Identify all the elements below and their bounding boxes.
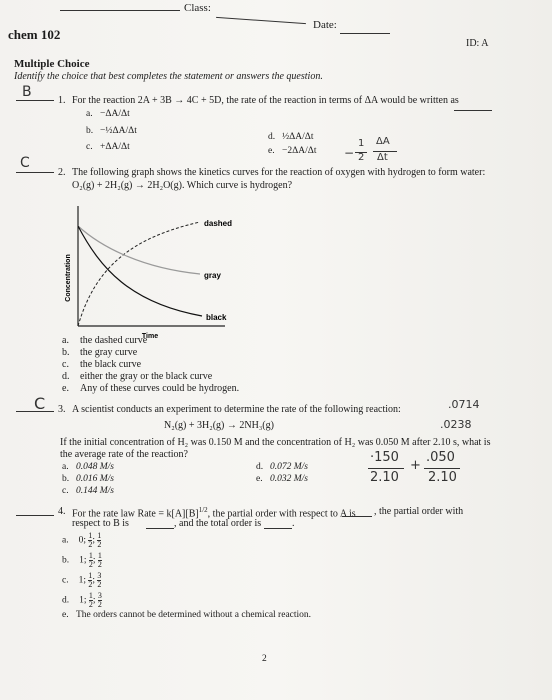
black-curve [78, 226, 202, 316]
q4-option-frac1 [89, 552, 93, 569]
q4-option-letter: b. [62, 555, 70, 566]
dashed-curve [78, 222, 200, 326]
q4-option-row: b. 1; $\frac{1}{2}$ ; $\frac{1}{2}$ [62, 551, 102, 569]
q3-note-den1: 2.10 [370, 470, 399, 485]
q1-stem-line [454, 110, 492, 111]
q4-frac1-den: 2 [88, 580, 93, 589]
q4-frac2-num: 3 [97, 591, 102, 600]
q4-stem-b: , the partial order with respect to A is [207, 508, 356, 520]
q4-stem-c: , the partial order with [374, 506, 464, 517]
q2-handwritten-answer: C [20, 155, 30, 171]
q4-frac1-den: 2 [88, 600, 93, 609]
id-label: ID: A [466, 38, 489, 49]
q4-option-lead: 1; [79, 555, 87, 566]
q3-number: 3. [58, 404, 66, 415]
q4-option-e-text: The orders cannot be determined without a chemical reaction. [76, 610, 312, 620]
q3-option-e-letter: e. [256, 474, 263, 484]
q2-option-letter: d. [62, 371, 70, 382]
q3-option-a-text: 0.048 M/s [76, 462, 114, 472]
q4-option-row: a. 0; $\frac{1}{2}$ ; $\frac{1}{2}$ [62, 531, 102, 549]
q4-frac2-den: 2 [97, 540, 102, 549]
q4-frac1-num: 1 [88, 531, 93, 540]
q2-answer-line [16, 172, 54, 173]
q1-number: 1. [58, 95, 66, 106]
q3-option-b-letter: b. [62, 474, 70, 484]
q4-option-row: c. 1; $\frac{1}{2}$ ; $\frac{3}{2}$ [62, 571, 102, 589]
q4-option-e-letter: e. [62, 610, 69, 620]
q4-frac1-num: 1 [88, 551, 93, 560]
q4-stem-e: , and the total order is [174, 518, 262, 529]
q3-note-num2: .050 [426, 450, 455, 465]
q2-option-text: either the gray or the black curve [80, 371, 213, 382]
q2-number: 2. [58, 167, 66, 178]
q2-option-letter: e. [62, 383, 69, 394]
section-title: Multiple Choice [14, 58, 90, 70]
q4-number: 4. [58, 506, 66, 517]
q3-note-1: .0714 [448, 398, 480, 411]
q1-option-c-letter: c. [86, 142, 93, 152]
q1-note-one: 1 [358, 138, 365, 149]
q4-answer-line [16, 515, 54, 516]
q1-option-e-text: −2ΔA/Δt [282, 146, 317, 156]
q3-note-plus: + [410, 458, 421, 473]
gray-curve [78, 226, 200, 274]
q4-frac1-den: 2 [88, 560, 93, 569]
class-label: Class: [184, 2, 211, 14]
q2-option-letter: c. [62, 359, 69, 370]
q1-note-da: ΔA [376, 136, 390, 147]
q1-answer-line [16, 100, 54, 101]
q4-option-letter: a. [62, 535, 69, 546]
q1-note-two: 2 [358, 152, 365, 163]
q3-note-num1: ·150 [370, 450, 399, 465]
q4-frac1-num: 1 [88, 571, 93, 580]
dashed-label: dashed [204, 219, 233, 228]
q4-option-frac2 [98, 592, 102, 609]
q4-option-frac1 [88, 572, 92, 589]
q1-handwritten-answer: B [22, 84, 32, 100]
x-axis-label: Time [141, 333, 159, 340]
q4-option-lead: 1; [79, 595, 87, 606]
q4-frac1-den: 2 [88, 540, 93, 549]
q4-option-lead: 0; [78, 535, 86, 546]
q1-note-dt: Δt [377, 152, 388, 163]
q4-frac2-den: 2 [97, 560, 102, 569]
q1-option-a-text: −ΔA/Δt [100, 109, 130, 119]
q3-option-a-letter: a. [62, 462, 69, 472]
black-label: black [206, 313, 227, 322]
q3-reaction: N₂(g) + 3H₂(g) → 2NH₃(g) [164, 420, 274, 431]
q3-note-den2: 2.10 [428, 470, 457, 485]
q1-option-c-text: +ΔA/Δt [100, 142, 130, 152]
date-line [340, 33, 390, 34]
course-title: chem 102 [8, 27, 61, 42]
top-line [60, 10, 180, 11]
q2-option-letter: b. [62, 347, 70, 358]
q4-stem-d: respect to B is [72, 518, 129, 529]
q2-option-text: Any of these curves could be hydrogen. [80, 383, 240, 394]
section-instructions: Identify the choice that best completes the statement or answers the question. [14, 71, 323, 82]
gray-label: gray [204, 271, 221, 280]
q2-option-text: the gray curve [80, 347, 138, 358]
q4-option-lead: 1; [78, 575, 86, 586]
q1-option-e-letter: e. [268, 146, 275, 156]
q4-blank-b [146, 528, 174, 529]
q4-frac2-num: 3 [97, 571, 102, 580]
q4-blank-a [342, 516, 372, 517]
q4-option-frac2 [97, 532, 101, 549]
q4-blank-total [264, 528, 292, 529]
q4-frac1-num: 1 [88, 591, 93, 600]
q4-stem-f: . [292, 518, 295, 529]
q4-option-frac1 [88, 532, 92, 549]
q1-option-b-letter: b. [86, 126, 94, 136]
q3-stem3: the average rate of the reaction? [60, 449, 188, 460]
q3-option-e-text: 0.032 M/s [270, 474, 308, 484]
q2-option-text: the dashed curve [80, 335, 148, 346]
q3-note-bar1 [368, 468, 404, 469]
q4-option-row: d. 1; $\frac{1}{2}$ ; $\frac{3}{2}$ [62, 591, 102, 609]
q4-option-frac1 [89, 592, 93, 609]
q3-stem2: If the initial concentration of H₂ was 0.150 M and the concentration of H₂ was 0.050 M after 2.10 s, what is [60, 437, 491, 448]
q4-frac2-den: 2 [97, 600, 102, 609]
q3-option-c-text: 0.144 M/s [76, 486, 114, 496]
q1-stem: For the reaction 2A + 3B → 4C + 5D, the rate of the reaction in terms of ΔA would be written as [72, 95, 459, 106]
q1-note-minus: − [344, 146, 355, 160]
page-number: 2 [262, 654, 267, 664]
q4-option-letter: d. [62, 595, 70, 606]
q1-option-d-letter: d. [268, 132, 276, 142]
kinetics-graph [60, 198, 240, 348]
q2-option-letter: a. [62, 335, 69, 346]
q3-handwritten-answer: C [34, 394, 46, 413]
q4-option-letter: c. [62, 575, 69, 586]
q3-option-c-letter: c. [62, 486, 69, 496]
q4-stem-exp: 1/2 [198, 506, 208, 514]
q4-frac2-num: 1 [97, 531, 102, 540]
q4-option-frac2 [98, 552, 102, 569]
q1-option-d-text: ½ΔA/Δt [282, 132, 314, 142]
q1-option-a-letter: a. [86, 109, 93, 119]
q2-option-text: the black curve [80, 359, 142, 370]
q3-option-d-letter: d. [256, 462, 264, 472]
date-label: Date: [313, 19, 337, 31]
q3-answer-line [16, 411, 54, 412]
q2-stem-line2: O₂(g) + 2H₂(g) → 2H₂O(g). Which curve is hydrogen? [72, 180, 293, 191]
q4-frac2-num: 1 [97, 551, 102, 560]
class-line [216, 17, 306, 24]
q3-stem: A scientist conducts an experiment to determine the rate of the following reaction: [72, 404, 401, 415]
q3-note-2: .0238 [440, 418, 472, 431]
q3-option-b-text: 0.016 M/s [76, 474, 114, 484]
y-axis-label: Concentration [65, 254, 72, 302]
q4-frac2-den: 2 [97, 580, 102, 589]
q3-note-bar2 [424, 468, 460, 469]
q1-option-b-text: −½ΔA/Δt [100, 126, 137, 136]
q4-stem-a: For the rate law Rate = k[A][B] [72, 508, 199, 520]
q4-option-frac2 [97, 572, 101, 589]
q3-option-d-text: 0.072 M/s [270, 462, 308, 472]
q2-stem-line1: The following graph shows the kinetics curves for the reaction of oxygen with hydrogen to form water: [72, 167, 486, 178]
